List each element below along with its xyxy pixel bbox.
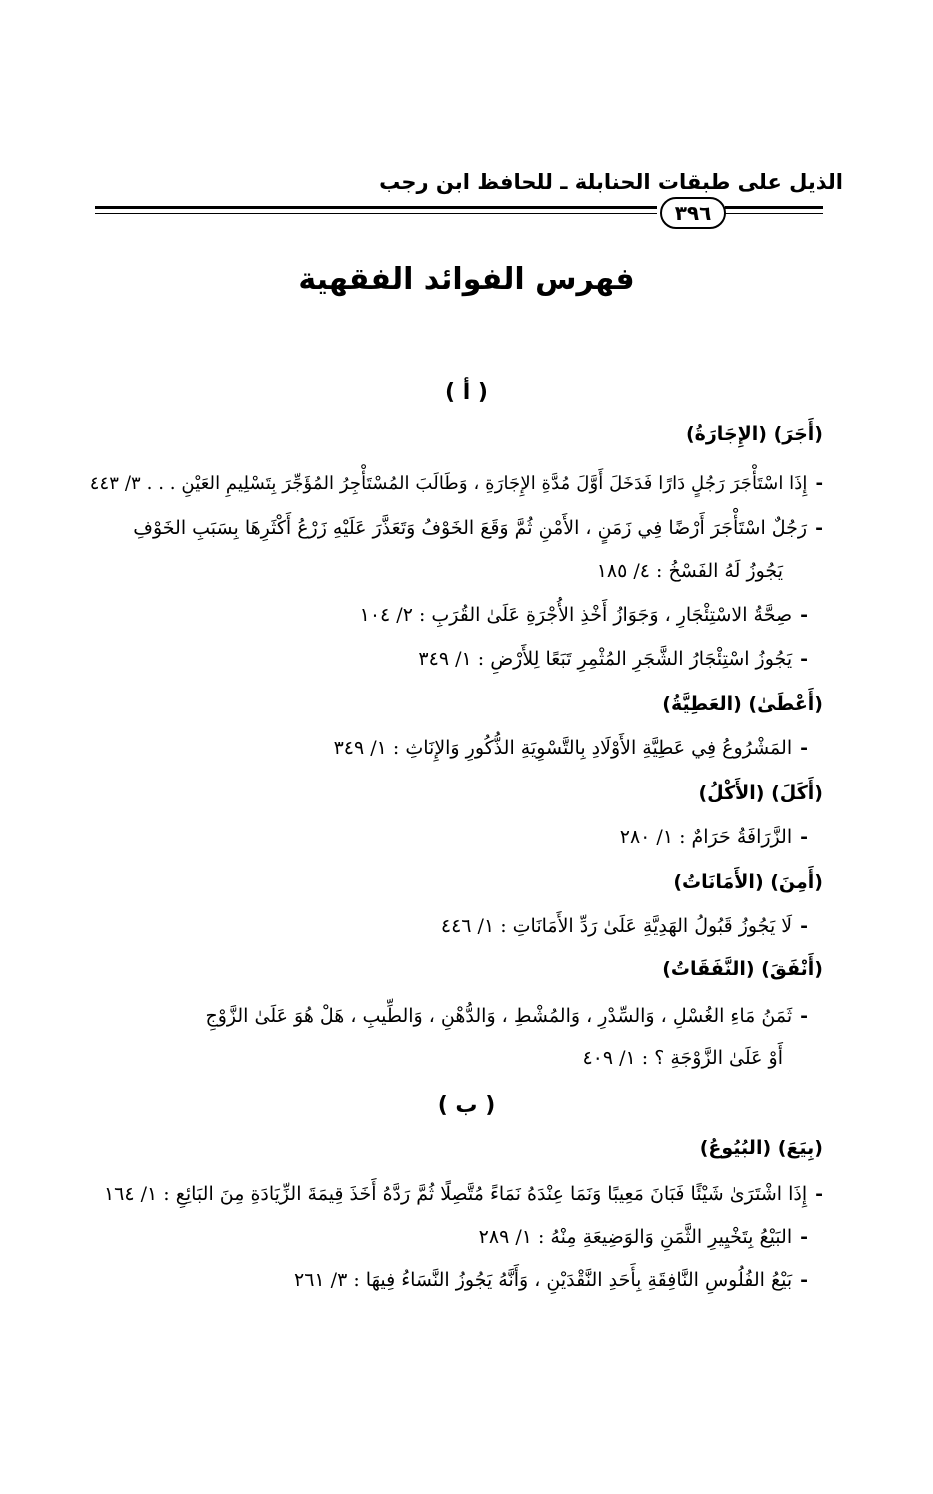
heading-bay: (بِيَعَ) (البُيُوعُ) — [699, 1137, 823, 1159]
heading-anfaq: (أَنْفَقَ) (النَّفَقَاتُ) — [662, 958, 823, 980]
list-item: -صِحَّةُ الاسْتِئْجَارِ ، وَجَوَازُ أَخْذِ الأُجْرَةِ عَلَىٰ القُرَبِ : ٢/ ١٠٤ — [359, 604, 808, 626]
section-letter-alif: ( أ ) — [445, 380, 488, 405]
list-item: -بَيْعُ الفُلُوسِ النَّافِقَةِ بِأَحَدِ النَّقْدَيْنِ ، وَأَنَّهُ يَجُوزُ النَّسَاءُ فِيهَا : ٣/ ٢٦١ — [294, 1269, 808, 1291]
list-item-continuation: أَوْ عَلَىٰ الزَّوْجَةِ ؟ : ١/ ٤٠٩ — [582, 1047, 783, 1069]
list-item: -لَا يَجُوزُ قَبُولُ الهَدِيَّةِ عَلَىٰ رَدِّ الأَمَانَاتِ : ١/ ٤٤٦ — [440, 915, 808, 937]
list-item: -الزَّرَافَةُ حَرَامٌ : ١/ ٢٨٠ — [619, 826, 808, 848]
page-title: فهرس الفوائد الفقهية — [298, 262, 635, 297]
heading-ata: (أَعْطَىٰ) (العَطِيَّةُ) — [662, 693, 823, 715]
list-item: -يَجُوزُ اسْتِئْجَارُ الشَّجَرِ المُثْمِرِ تَبَعًا لِلأَرْضِ : ١/ ٣٤٩ — [418, 648, 808, 670]
list-item: -ثَمَنُ مَاءِ الغُسْلِ ، وَالسِّدْرِ ، وَالمُشْطِ ، وَالدُّهْنِ ، وَالطِّيبِ ، هَلْ هُوَ عَلَىٰ الزَّوْجِ — [205, 1005, 808, 1027]
section-letter-ba: ( ب ) — [437, 1093, 496, 1118]
heading-ajr: (أَجَرَ) (الإِجَارَةُ) — [685, 423, 823, 445]
heading-amn: (أَمِنَ) (الأَمَانَاتُ) — [673, 871, 823, 893]
list-item: -البَيْعُ بِتَخْيِيرِ الثَّمَنِ وَالوَضِيعَةِ مِنْهُ : ١/ ٢٨٩ — [478, 1226, 808, 1248]
list-item: -إِذَا اسْتَأْجَرَ رَجُلٍ دَارًا فَدَخَلَ أَوَّلَ مُدَّةِ الإِجَارَةِ ، وَطَالَبَ المُسْتَأْجِرُ المُؤَجِّرَ بِتَسْلِيمِ العَيْنِ . . . ٣/ ٤٤٣ — [89, 473, 823, 494]
list-item-continuation: يَجُوزُ لَهُ الفَسْخُ : ٤/ ١٨٥ — [596, 560, 783, 582]
running-header-title: الذيل على طبقات الحنابلة ـ للحافظ ابن رجب — [379, 170, 843, 194]
list-item: -المَشْرُوعُ فِي عَطِيَّةِ الأَوْلَادِ بِالتَّسْوِيَةِ الذُّكُورِ وَالإِنَاثِ : ١/ ٣٤٩ — [333, 737, 808, 759]
heading-akl: (أَكَلَ) (الأَكْلُ) — [698, 782, 823, 804]
list-item: -رَجُلٌ اسْتَأْجَرَ أَرْضًا فِي زَمَنٍ ، الأَمْنِ ثُمَّ وَقَعَ الخَوْفُ وَتَعَذَّرَ عَلَيْهِ زَرْعُ أَكْثَرِهَا بِسَبَبِ الخَوْفِ — [133, 517, 823, 539]
list-item: -إِذَا اشْتَرَىٰ شَيْئًا فَبَانَ مَعِيبًا وَنَمَا عِنْدَهُ نَمَاءً مُتَّصِلًا ثُمَّ رَدَّهُ أَخَذَ قِيمَةَ الزِّيَادَةِ مِنَ البَائِعِ : ١/ ١٦٤ — [103, 1183, 823, 1205]
page-number-badge: ٣٩٦ — [660, 197, 726, 229]
